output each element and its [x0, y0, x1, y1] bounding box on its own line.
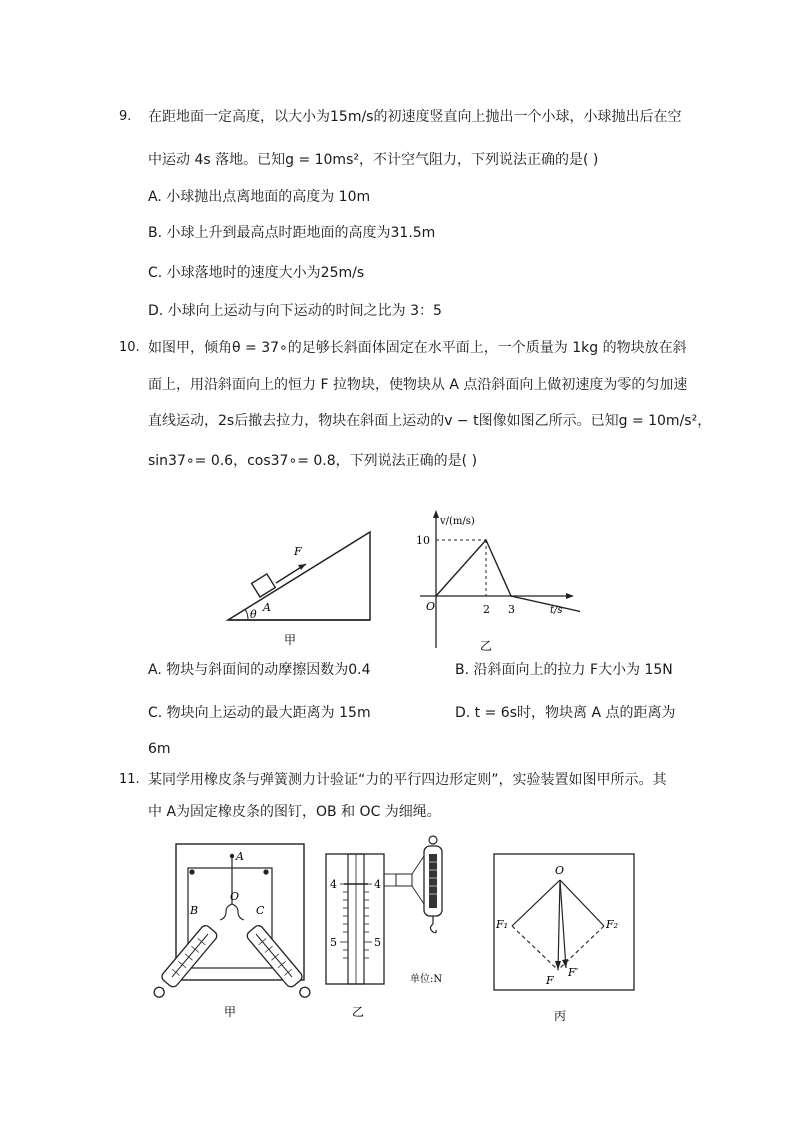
tick-4-left: 4 [330, 878, 337, 891]
label-b: B [190, 904, 199, 917]
vector-f [558, 880, 560, 970]
fig11-bing-label: 丙 [554, 1009, 567, 1023]
fig-yi-label: 乙 [480, 639, 493, 653]
q11-figure-yi [318, 830, 476, 1025]
vector-fp [560, 880, 566, 968]
q11-figure-jia [150, 838, 315, 1023]
unit-label: 单位:N [410, 974, 443, 985]
pin-a [230, 854, 234, 858]
tick-4-right: 4 [374, 878, 381, 891]
fig11-yi-label: 乙 [352, 1005, 365, 1019]
vt-point [435, 595, 437, 597]
fig11-jia-label: 甲 [224, 1005, 237, 1019]
y-axis-label: v/(m/s) [440, 516, 475, 527]
q11-figure-bing [490, 850, 642, 1025]
x-tick-label: 3 [508, 603, 515, 616]
q11-stem-line1: 某同学用橡皮条与弹簧测力计验证“力的平行四边形定则”，实验装置如图甲所示。其 [148, 772, 667, 788]
vt-series-line [436, 540, 580, 613]
angle-arc [245, 609, 248, 620]
vector-f2 [560, 880, 604, 926]
q10-figure-yi [410, 508, 580, 658]
label-f1: F₁ [496, 918, 509, 931]
tick-5-left: 5 [330, 936, 337, 949]
label-f2: F₂ [606, 918, 619, 931]
origin-label: O [426, 600, 436, 613]
q9-option-b: B. 小球上升到最高点时距地面的高度为31.5m [148, 225, 436, 241]
x-axis-arrow [566, 593, 574, 599]
q10-option-c: C. 物块向上运动的最大距离为 15m [148, 705, 371, 721]
label-f: F [546, 974, 554, 987]
q9-option-c: C. 小球落地时的速度大小为25m/s [148, 265, 365, 281]
tick-5-right: 5 [374, 936, 381, 949]
q9-number: 9. [119, 109, 132, 124]
label-o: O [230, 890, 240, 903]
point-a-label: A [263, 601, 271, 614]
scale-frame [326, 854, 384, 984]
q10-option-d-continued: 6m [148, 741, 171, 757]
q10-stem-line4: sin37∘= 0.6，cos37∘= 0.8，下列说法正确的是( ) [148, 453, 478, 469]
y-axis-arrow [433, 510, 439, 518]
fig-jia-label: 甲 [284, 633, 297, 647]
q10-number: 10. [119, 340, 140, 355]
label-fp: F′ [568, 966, 579, 979]
angle-label: θ [250, 608, 257, 621]
vector-f1 [512, 880, 560, 926]
q9-option-a: A. 小球抛出点离地面的高度为 10m [148, 189, 371, 205]
force-label: F [294, 545, 302, 558]
q10-figure-jia [220, 520, 380, 650]
x-tick-label: 2 [483, 603, 490, 616]
label-a: A [236, 850, 244, 863]
q9-stem-line1: 在距地面一定高度，以大小为15m/s的初速度竖直向上抛出一个小球，小球抛出后在空 [148, 109, 682, 125]
vt-point [485, 539, 487, 541]
q10-stem-line2: 面上，用沿斜面向上的恒力 F 拉物块，使物块从 A 点沿斜面向上做初速度为零的匀加速 [148, 377, 688, 393]
q11-number: 11. [119, 772, 140, 787]
q10-option-b: B. 沿斜面向上的拉力 F大小为 15N [455, 662, 673, 678]
q10-stem-line3: 直线运动，2s后撤去拉力，物块在斜面上运动的v − t图像如图乙所示。已知g = 10m/s²， [148, 413, 712, 429]
q9-stem-line2: 中运动 4s 落地。已知g = 10ms²，不计空气阻力，下列说法正确的是( ) [148, 152, 599, 168]
vt-point [510, 595, 512, 597]
y-tick-label: 10 [416, 534, 430, 547]
label-o: O [555, 864, 565, 877]
q9-option-d: D. 小球向上运动与向下运动的时间之比为 3：5 [148, 303, 442, 319]
x-axis-label: t/s [550, 605, 563, 616]
label-c: C [256, 904, 265, 917]
q10-option-a: A. 物块与斜面间的动摩擦因数为0.4 [148, 662, 371, 678]
q10-stem-line1: 如图甲，倾角θ = 37∘的足够长斜面体固定在水平面上，一个质量为 1kg 的物块放在斜 [148, 340, 687, 356]
q10-option-d: D. t = 6s时，物块离 A 点的距离为 [455, 705, 676, 721]
q11-stem-line2: 中 A为固定橡皮条的图钉，OB 和 OC 为细绳。 [148, 804, 441, 820]
